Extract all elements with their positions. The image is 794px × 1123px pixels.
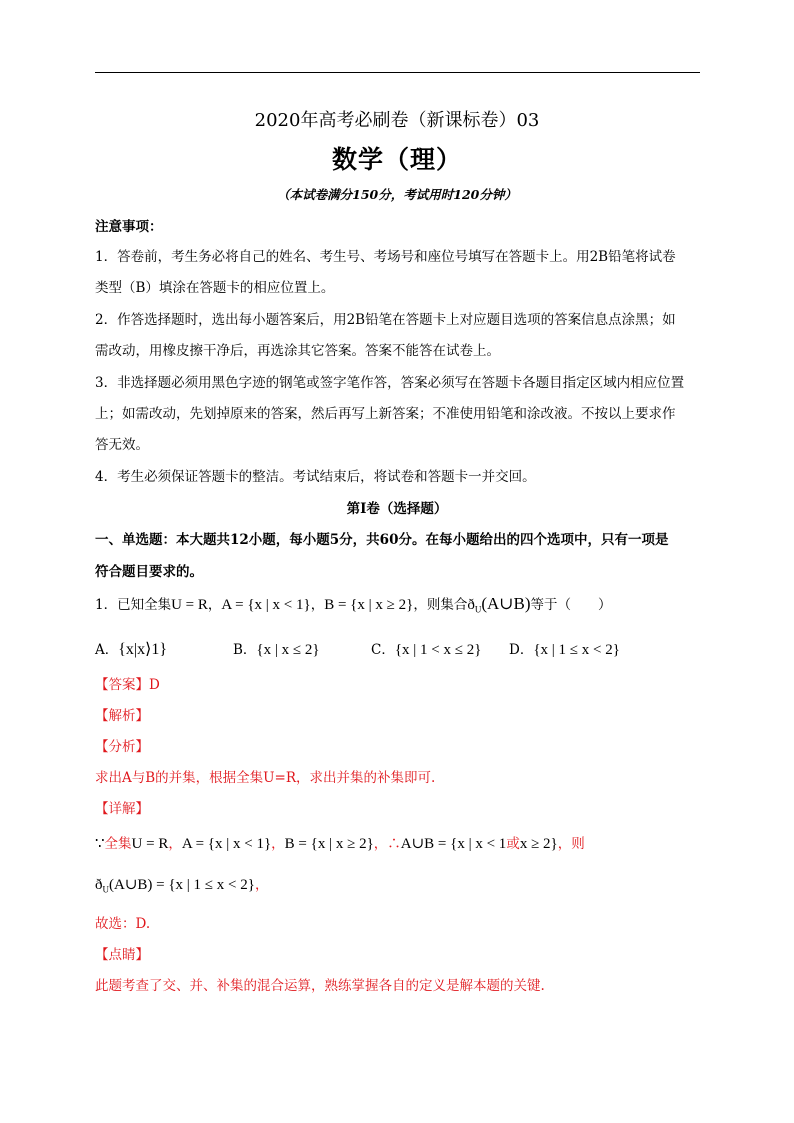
notice-heading: 注意事项：	[95, 219, 163, 235]
option-value: {x | 1 < x ≤ 2}	[394, 642, 482, 658]
math-u: U = R	[171, 597, 208, 613]
notice-line: 4．考生必须保证答题卡的整洁。考试结束后，将试卷和答题卡一并交回。	[95, 469, 536, 485]
stem-suffix: 等于（ ）	[530, 597, 612, 613]
exam-note: （本试卷满分150分，考试用时120分钟）	[277, 187, 517, 202]
notice-line: 上；如需改动，先划掉原来的答案，然后再写上新答案；不准使用铅笔和涂改液。不按以上要求作	[95, 406, 676, 422]
dianjing-text: 此题考查了交、并、补集的混合运算，熟练掌握各自的定义是解本题的关键.	[95, 978, 545, 994]
complement-symbol: ð	[95, 877, 103, 893]
option-value: {x | 1 ≤ x < 2}	[533, 642, 620, 658]
option-b[interactable]	[233, 638, 320, 659]
notice-line: 需改动，用橡皮擦干净后，再选涂其它答案。答案不能答在试卷上。	[95, 343, 500, 359]
separator: ，∴	[373, 836, 401, 852]
detail-text: 全集	[104, 836, 132, 852]
notice-line: 类型（B）填涂在答题卡的相应位置上。	[95, 280, 335, 296]
section-title: 第Ⅰ卷（选择题）	[346, 501, 448, 517]
question-stem	[95, 594, 612, 620]
notice-line: 2．作答选择题时，选出每小题答案后，用2B铅笔在答题卡上对应题目选项的答案信息点涂黑；如	[95, 312, 676, 328]
notice-line: 答无效。	[95, 437, 149, 453]
dianjing-label: 【点睛】	[95, 947, 149, 963]
complement-sub: U	[474, 604, 482, 615]
separator: ，	[254, 877, 269, 893]
choose-text: 故选：D.	[95, 916, 151, 932]
math-set-a: A = {x | x < 1}	[181, 836, 272, 852]
option-label: A．	[95, 642, 119, 658]
subject-title: 数学（理）	[331, 145, 462, 174]
section-intro: 符合题目要求的。	[95, 564, 203, 580]
detail-text: 或	[506, 836, 520, 852]
detail-text: ，则	[557, 836, 585, 852]
math-complement: (A∪B) = {x | 1 ≤ x < 2}	[109, 877, 255, 893]
math-set-b: B = {x | x ≥ 2}	[324, 597, 414, 613]
analysis-label: 【解析】	[95, 708, 149, 724]
separator: ，	[271, 836, 285, 852]
answer-label: 【答案】D	[95, 677, 160, 693]
separator: ，则集合	[413, 597, 468, 613]
complement-symbol: ð	[467, 597, 475, 613]
detail-line	[95, 834, 585, 854]
math-union: A∪B = {x | x < 1	[400, 836, 507, 852]
detail-label: 【详解】	[95, 801, 149, 817]
option-value: {x|x⟩1}	[118, 641, 168, 658]
math-set-a: A = {x | x < 1}	[221, 597, 311, 613]
math-set-b: B = {x | x ≥ 2}	[284, 836, 374, 852]
section-intro: 一、单选题：本大题共12小题，每小题5分，共60分。在每小题给出的四个选项中，只有一项是	[95, 532, 669, 548]
option-label: D．	[509, 642, 534, 658]
option-value: {x | x ≤ 2}	[256, 642, 320, 658]
header-rule	[95, 72, 700, 73]
separator: ，	[310, 597, 325, 613]
notice-line: 3．非选择题必须用黑色字迹的钢笔或签字笔作答，答案必须写在答题卡各题目指定区域内相应位置	[95, 375, 685, 391]
fenxi-text: 求出A与B的并集，根据全集U=R，求出并集的补集即可.	[95, 770, 436, 786]
because-symbol: ∵	[95, 836, 105, 852]
exam-title: 2020年高考必刷卷（新课标卷）03	[254, 110, 540, 131]
complement-sub: U	[102, 884, 109, 895]
separator: ，	[168, 836, 182, 852]
option-c[interactable]	[371, 638, 481, 659]
math-union: (A∪B)	[481, 594, 531, 613]
option-d[interactable]	[509, 638, 620, 659]
option-label: B．	[233, 642, 257, 658]
separator: ，	[207, 597, 222, 613]
math-u: U = R	[131, 836, 169, 852]
fenxi-label: 【分析】	[95, 739, 149, 755]
notice-line: 1．答卷前，考生务必将自己的姓名、考生号、考场号和座位号填写在答题卡上。用2B铅笔将试卷	[95, 249, 676, 265]
option-a[interactable]	[95, 638, 167, 659]
option-label: C．	[371, 642, 395, 658]
stem-prefix: 1．已知全集	[95, 597, 172, 613]
math-union-end: x ≥ 2}	[519, 836, 558, 852]
detail-line	[95, 875, 268, 900]
